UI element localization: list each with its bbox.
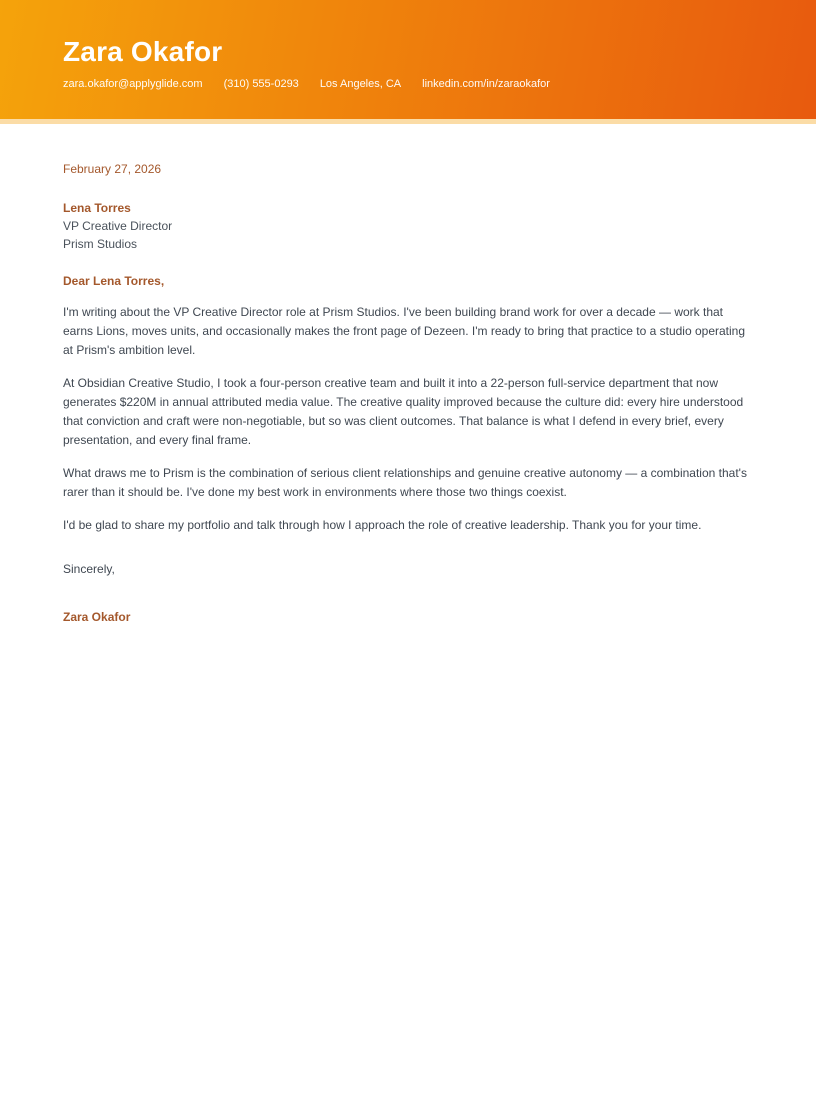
contact-row bbox=[63, 78, 753, 91]
contact-location: Los Angeles, CA bbox=[319, 78, 402, 90]
salutation: Dear Lena Torres, bbox=[63, 274, 165, 288]
header-banner bbox=[0, 0, 816, 119]
recipient-block bbox=[63, 199, 753, 253]
closing: Sincerely, bbox=[63, 562, 115, 576]
letter-paragraph: I'm writing about the VP Creative Director role at Prism Studios. I've been building brand work for over a decade — work that earns Lions, moves units, and occasionally makes the front page of Dezeen. I'm ready to bring that practice to a studio operating at Prism's ambition level. bbox=[63, 305, 746, 357]
applicant-name-title: Zara Okafor bbox=[63, 36, 223, 67]
recipient-company: Prism Studios bbox=[63, 237, 138, 251]
recipient-name: Lena Torres bbox=[63, 201, 131, 215]
letter-paragraph: I'd be glad to share my portfolio and talk through how I approach the role of creative leadership. Thank you for your time. bbox=[63, 518, 702, 532]
contact-phone: (310) 555-0293 bbox=[223, 78, 299, 90]
contact-email: zara.okafor@applyglide.com bbox=[63, 78, 203, 90]
signature-name: Zara Okafor bbox=[63, 610, 131, 624]
letter-paragraph: At Obsidian Creative Studio, I took a four-person creative team and built it into a 22-person full-service department that now generates $220M in annual attributed media value. The creative quality improved because the culture did: every hire understood that conviction and craft were non-negotiable, but so was client outcomes. That balance is what I defend in every brief, every presentation, and every final frame. bbox=[63, 376, 744, 447]
contact-linkedin: linkedin.com/in/zaraokafor bbox=[422, 78, 550, 90]
letter-paragraph: What draws me to Prism is the combination of serious client relationships and genuine creative autonomy — a combination that's rarer than it should be. I've done my best work in environments where those two things coexist. bbox=[63, 466, 747, 499]
cover-letter-body bbox=[0, 124, 816, 627]
recipient-title: VP Creative Director bbox=[63, 219, 173, 233]
letter-date: February 27, 2026 bbox=[63, 162, 162, 176]
